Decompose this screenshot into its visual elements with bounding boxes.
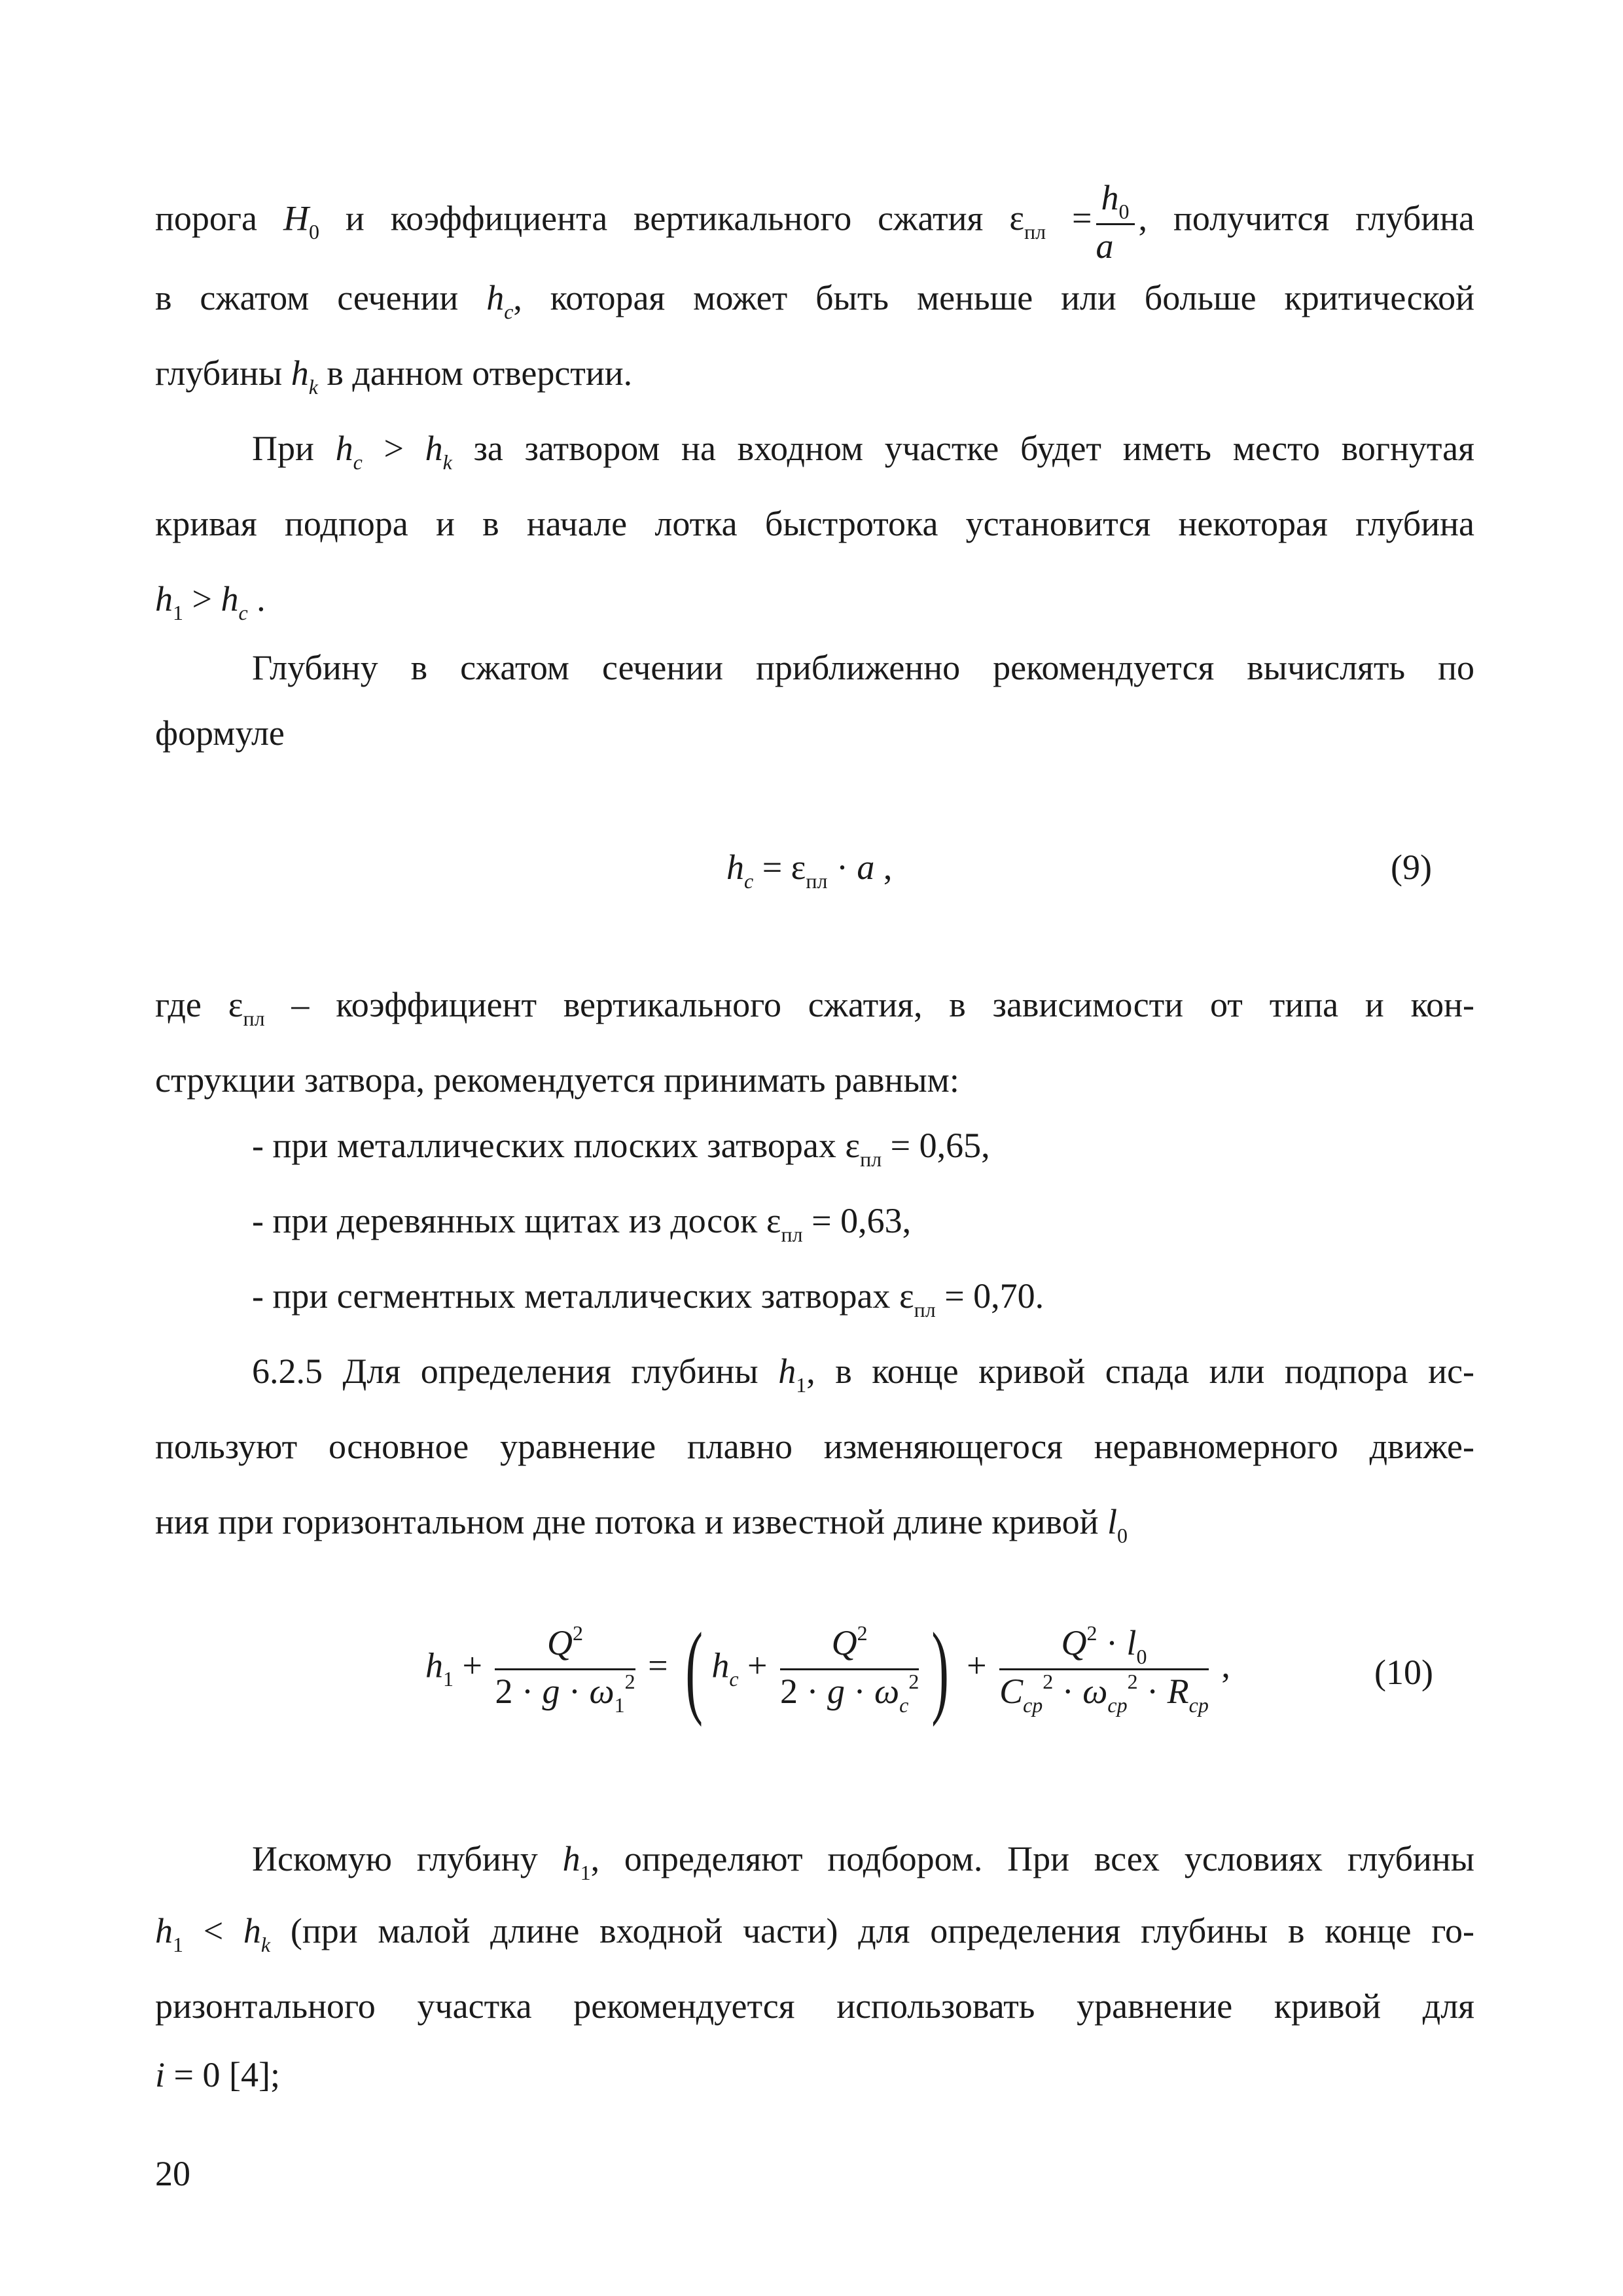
equation-number: (9) xyxy=(1391,848,1432,887)
equation-number: (10) xyxy=(1374,1653,1433,1692)
fraction: $\frac{h_0}{a}$ xyxy=(1096,177,1135,267)
paragraph-line: формуле xyxy=(155,713,285,753)
paragraph-line: i = 0 [4]; xyxy=(155,2055,280,2094)
list-item: - при сегментных металлических затворах $\varepsilon_{пл} = 0,70$. xyxy=(252,1276,1044,1321)
paragraph-line: При $h_c > h_k$ за затвором на входном участке будет иметь место вогнутая xyxy=(252,429,1474,474)
paragraph-line: пользуют основное уравнение плавно изменяющегося неравномерного движе- xyxy=(155,1427,1474,1466)
paragraph-line: 6.2.5 Для определения глубины $h_1$, в конце кривой спада или подпора ис- xyxy=(252,1352,1475,1397)
equation-10: $h_1$ + $\frac{Q^2}{2 \cdot g \cdot \omega_1^2}$ = ( $h_c$ + $\frac{Q^2}{2 \cdot g \cdot \omega_c^2}$ ) + $\frac{Q^2 \cdot l_0}{C_{ср}^2 \cdot \omega_{ср}^2 \cdot R_{ср}}$ , xyxy=(425,1611,1230,1727)
list-item: - при металлических плоских затворах $\varepsilon_{пл} = 0,65$, xyxy=(252,1126,990,1171)
paragraph-line: ризонтального участка рекомендуется использовать уравнение кривой для xyxy=(155,1986,1474,2026)
paragraph-line: Глубину в сжатом сечении приближенно рекомендуется вычислять по xyxy=(252,648,1474,687)
list-item: - при деревянных щитах из досок $\varepsilon_{пл} = 0,63$, xyxy=(252,1201,912,1246)
paragraph-line: струкции затвора, рекомендуется принимать равным: xyxy=(155,1060,959,1100)
paragraph-line: ния при горизонтальном дне потока и известной длине кривой $l_0$ xyxy=(155,1502,1128,1547)
paragraph-line: $h_1 > h_c$ . xyxy=(155,579,266,624)
paragraph-line: в сжатом сечении $h_c$, которая может быть меньше или больше критической xyxy=(155,278,1474,323)
page-number: 20 xyxy=(155,2154,190,2193)
paragraph-line: кривая подпора и в начале лотка быстротока установится некоторая глубина xyxy=(155,504,1474,543)
paragraph-line: порога $H_0$ и коэффициента вертикального сжатия $\varepsilon_{пл}$ = $\frac{h_0}{a}$ , получится глубина xyxy=(155,178,1475,266)
paragraph-line: где $\varepsilon_{пл}$ – коэффициент вертикального сжатия, в зависимости от типа и кон- xyxy=(155,985,1475,1030)
equation-9: $h_c = \varepsilon_{пл} \cdot a$ , xyxy=(726,848,893,893)
paragraph-line: Искомую глубину $h_1$, определяют подбором. При всех условиях глубины xyxy=(252,1839,1475,1884)
paragraph-line: глубины $h_k$ в данном отверстии. xyxy=(155,353,633,399)
paragraph-line: $h_1 < h_k$ (при малой длине входной части) для определения глубины в конце го- xyxy=(155,1911,1474,1956)
